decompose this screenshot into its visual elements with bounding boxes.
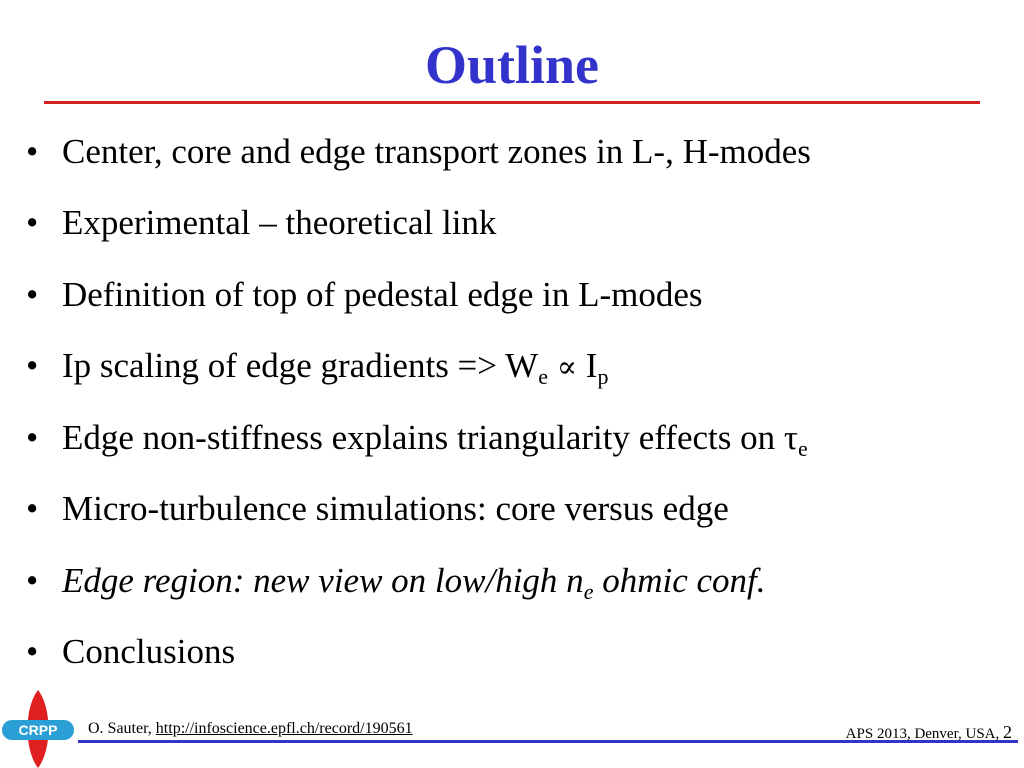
footer-conference [846, 722, 1012, 743]
page-number: 2 [1003, 722, 1012, 742]
subscript: e [797, 436, 808, 461]
proportional-symbol: ∝ [556, 350, 578, 385]
bullet-text: Center, core and edge transport zones in L-, H-modes [62, 132, 811, 171]
bullet-text: Conclusions [62, 632, 236, 671]
bullet-text [62, 559, 766, 603]
record-link[interactable]: http://infoscience.epfl.ch/record/190561 [155, 720, 413, 737]
bullet-text-part: ohmic conf. [593, 561, 766, 600]
bullet-dot: • [26, 489, 39, 528]
bullet-text-part: Edge region: new view on low/high n [62, 561, 584, 600]
bullet-dot: • [26, 632, 39, 671]
bullet-text: Experimental – theoretical link [62, 203, 497, 242]
bullet-dot: • [26, 203, 39, 242]
subscript: e [538, 364, 548, 389]
tau-symbol: τ [783, 418, 798, 457]
bullet-dot: • [26, 561, 39, 600]
bullet-text: Micro-turbulence simulations: core versus edge [62, 489, 729, 528]
author-name: O. Sauter, [88, 720, 156, 737]
bullet-text: Definition of top of pedestal edge in L-modes [62, 275, 703, 314]
bullet-text-part: I [577, 346, 598, 385]
bullet-dot: • [26, 418, 39, 457]
subscript: p [597, 364, 609, 389]
crpp-logo [0, 690, 78, 768]
conference-label: APS 2013, Denver, USA, [845, 726, 1003, 742]
slide-title: Outline [424, 35, 600, 95]
bullet-text-part: Ip scaling of edge gradients => W [62, 346, 539, 385]
subscript: e [583, 579, 594, 604]
bullet-dot: • [26, 346, 39, 385]
bullet-text [62, 344, 608, 390]
bullet-dot: • [26, 275, 39, 314]
bullet-dot: • [26, 132, 39, 171]
bullet-text-part: Edge non-stiffness explains triangularity effects on [62, 418, 784, 457]
bullet-text [62, 416, 808, 460]
logo-text: CRPP [18, 722, 58, 738]
footer-author [88, 720, 413, 738]
